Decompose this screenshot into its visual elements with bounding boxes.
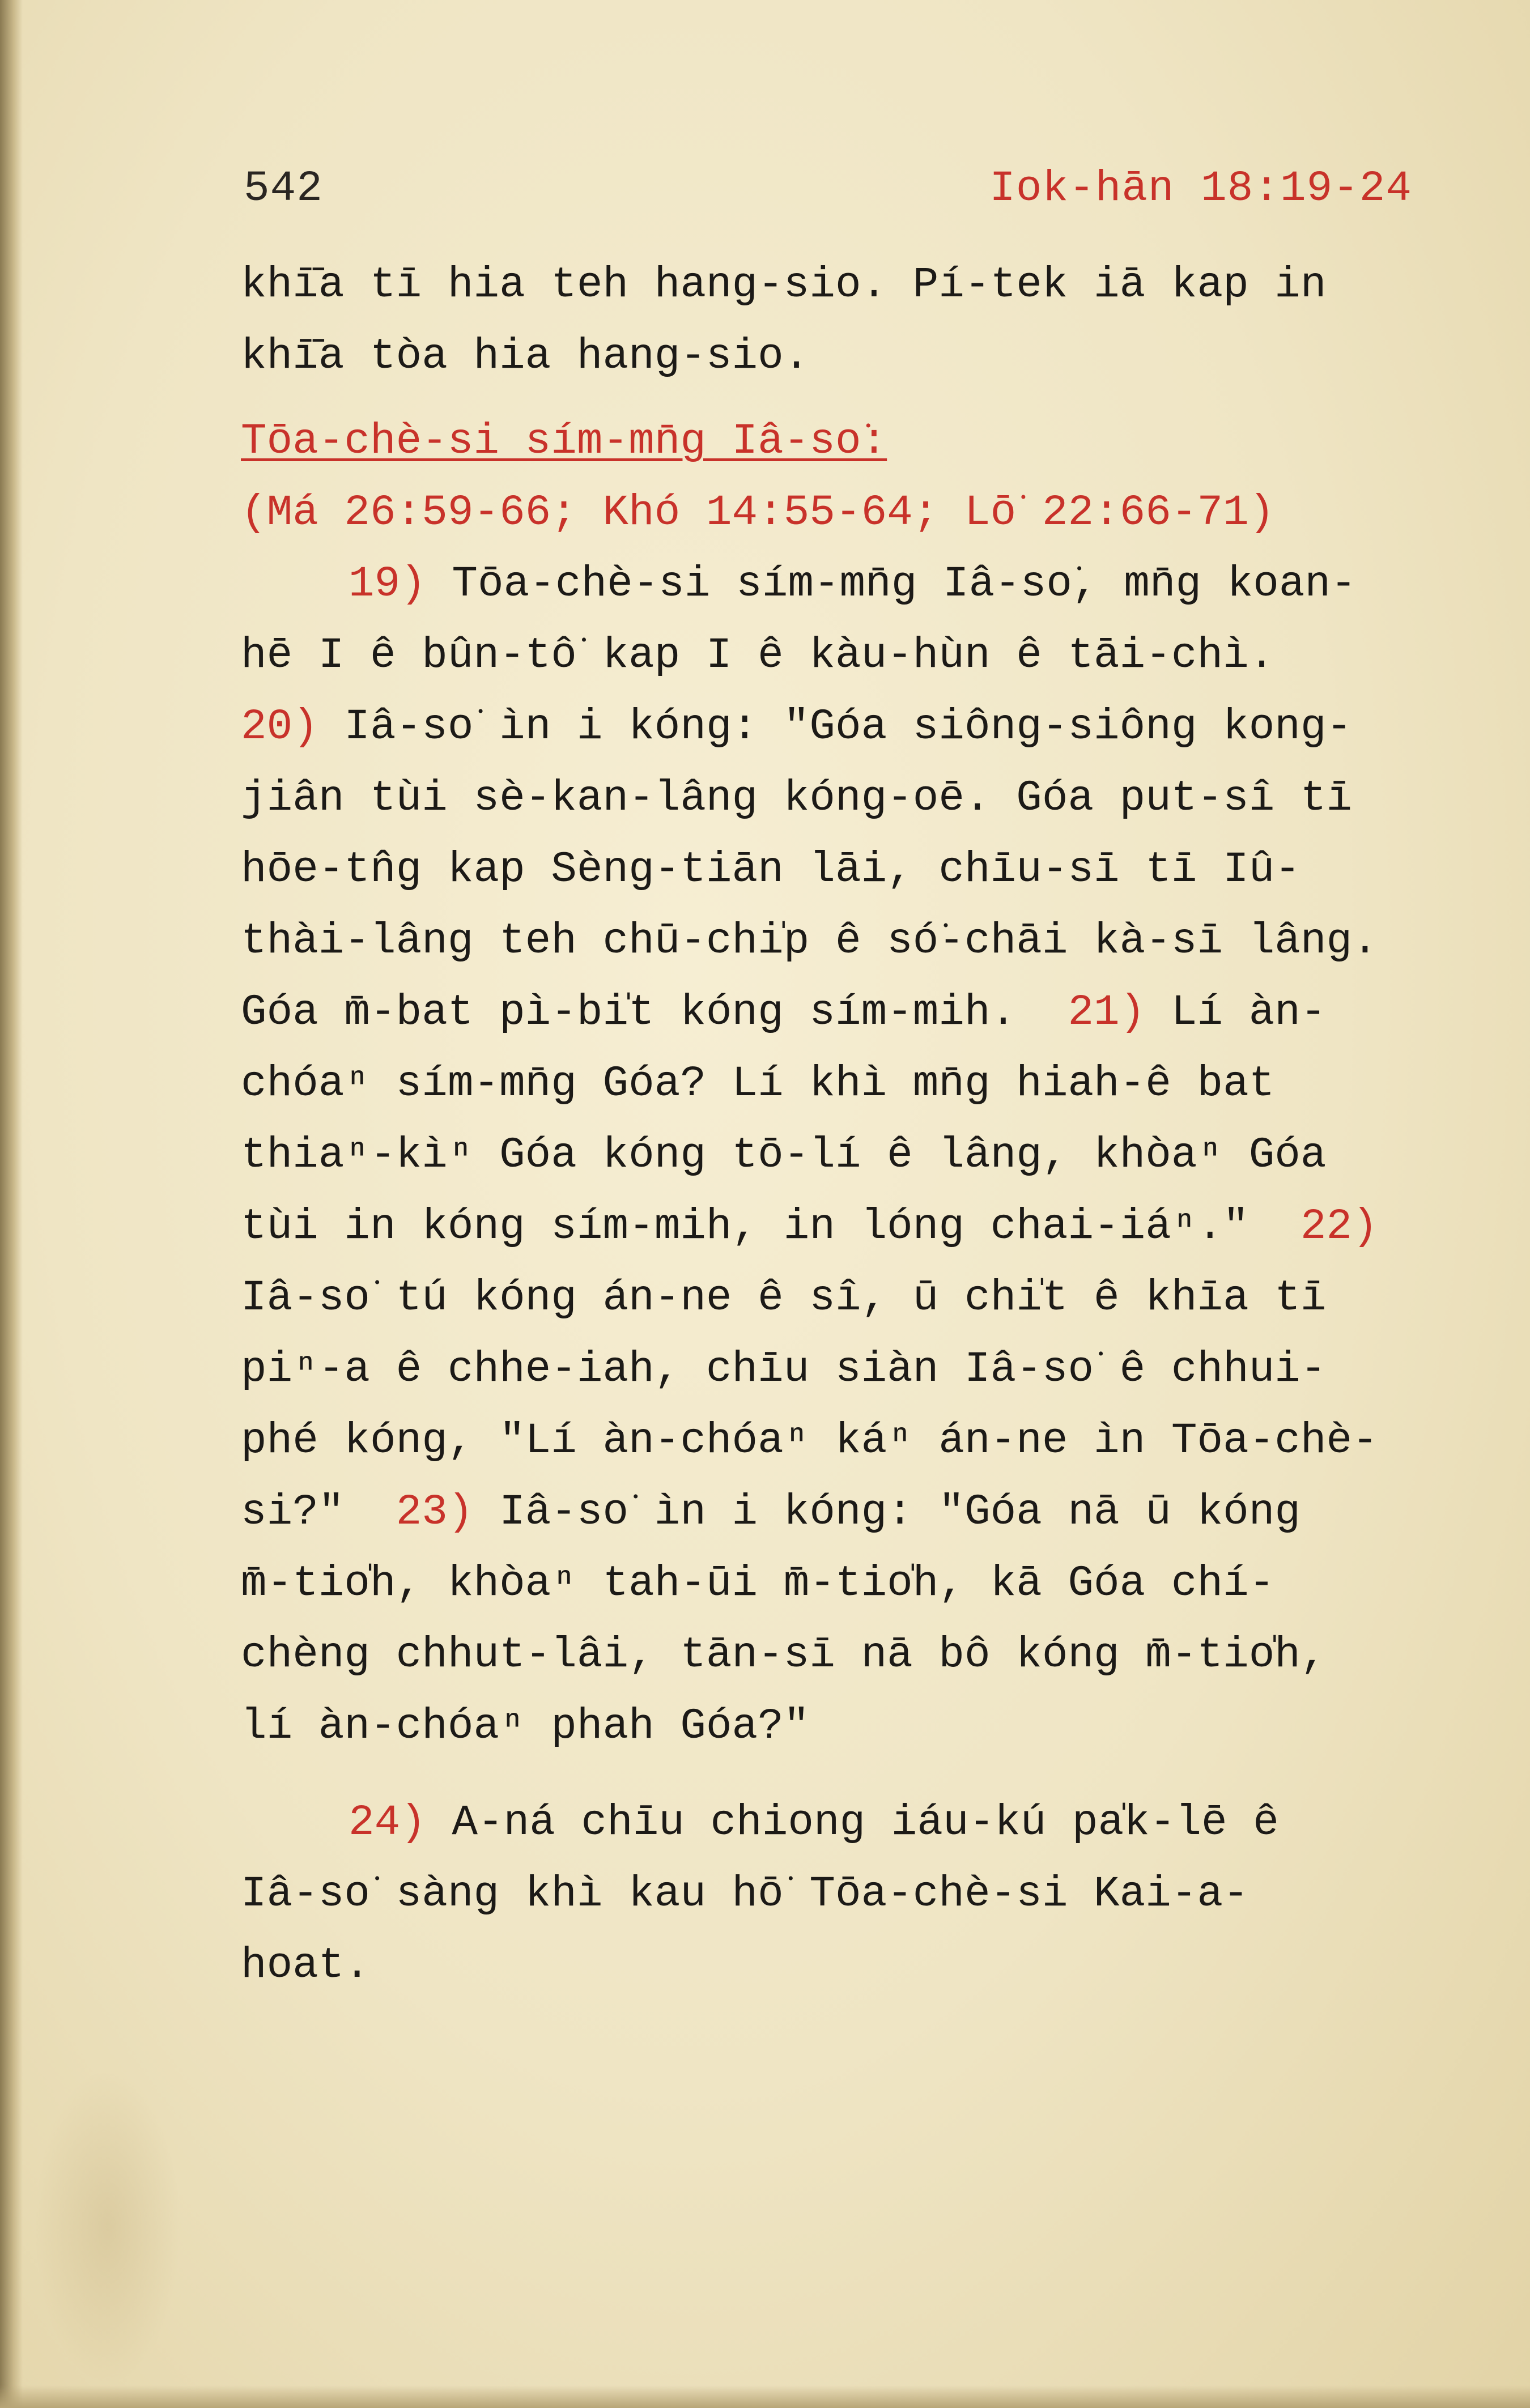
- verse-number: 20): [241, 703, 318, 751]
- text-line: m̄-tio̍h, khòaⁿ tah-ūi m̄-tio̍h, kā Góa chí-: [241, 1559, 1275, 1608]
- section-heading: Tōa-chè-si sím-mn̄g Iâ-so͘:: [241, 417, 887, 466]
- text-line: lí àn-chóaⁿ phah Góa?": [241, 1702, 810, 1751]
- text-line: phé kóng, "Lí àn-chóaⁿ káⁿ án-ne ìn Tōa-chè-: [241, 1416, 1378, 1465]
- text-line: Iâ-so͘ sàng khì kau hō͘ Tōa-chè-si Kai-a-: [241, 1870, 1249, 1918]
- paper-stain: [34, 2068, 181, 2385]
- text-line: thài-lâng teh chū-chi̍p ê só͘-chāi kà-sī lâng.: [241, 917, 1378, 965]
- text-line: khī̄a tòa hia hang-sio.: [241, 332, 810, 381]
- verse-number: 23): [396, 1488, 474, 1537]
- verse-text: Lí àn-: [1145, 988, 1327, 1037]
- text-line: hōe-tn̂g kap Sèng-tiān lāi, chīu-sī tī Iû-: [241, 845, 1300, 894]
- verse-text: Iâ-so͘ ìn i kóng: "Góa nā ū kóng: [473, 1488, 1300, 1537]
- page-text: [241, 249, 1510, 2001]
- text-line: hoat.: [241, 1941, 371, 1990]
- text-line: thiaⁿ-kìⁿ Góa kóng tō-lí ê lâng, khòaⁿ Góa: [241, 1131, 1327, 1180]
- page-number: 542: [244, 164, 323, 213]
- verse-number: 22): [1300, 1202, 1378, 1251]
- text-line: chóaⁿ sím-mn̄g Góa? Lí khì mn̄g hiah-ê bat: [241, 1060, 1275, 1108]
- verse-number: 21): [1068, 988, 1146, 1037]
- running-head: Iok-hān 18:19-24: [989, 164, 1412, 213]
- page-bottom-edge: [0, 2385, 1530, 2408]
- text-line: hē I ê bûn-tô͘ kap I ê kàu-hùn ê tāi-chì.: [241, 631, 1275, 680]
- text-line: khī̄a tī hia teh hang-sio. Pí-tek iā kap in: [241, 261, 1327, 309]
- verse-text: Tōa-chè-si sím-mn̄g Iâ-so͘, mn̄g koan-: [426, 560, 1357, 609]
- verse-text: si?": [241, 1488, 396, 1537]
- verse-text: tùi in kóng sím-mih, in lóng chai-iáⁿ.": [241, 1202, 1300, 1251]
- text-line: piⁿ-a ê chhe-iah, chīu siàn Iâ-so͘ ê chhui-: [241, 1345, 1327, 1394]
- text-line: jiân tùi sè-kan-lâng kóng-oē. Góa put-sî tī: [241, 774, 1353, 823]
- text-line: Iâ-so͘ tú kóng án-ne ê sî, ū chi̍t ê khīa tī: [241, 1274, 1327, 1322]
- verse-text: A-ná chīu chiong iáu-kú pa̍k-lē ê: [426, 1798, 1279, 1847]
- text-line: chèng chhut-lâi, tān-sī nā bô kóng m̄-tio̍h,: [241, 1631, 1327, 1679]
- verse-number: 19): [348, 560, 426, 609]
- verse-number: 24): [348, 1798, 426, 1847]
- cross-references: (Má 26:59-66; Khó 14:55-64; Lō͘ 22:66-71): [241, 488, 1275, 537]
- verse-text: Góa m̄-bat pì-bi̍t kóng sím-mih.: [241, 988, 1068, 1037]
- verse-text: Iâ-so͘ ìn i kóng: "Góa siông-siông kong-: [318, 703, 1353, 751]
- page-edge-shadow: [0, 0, 23, 2408]
